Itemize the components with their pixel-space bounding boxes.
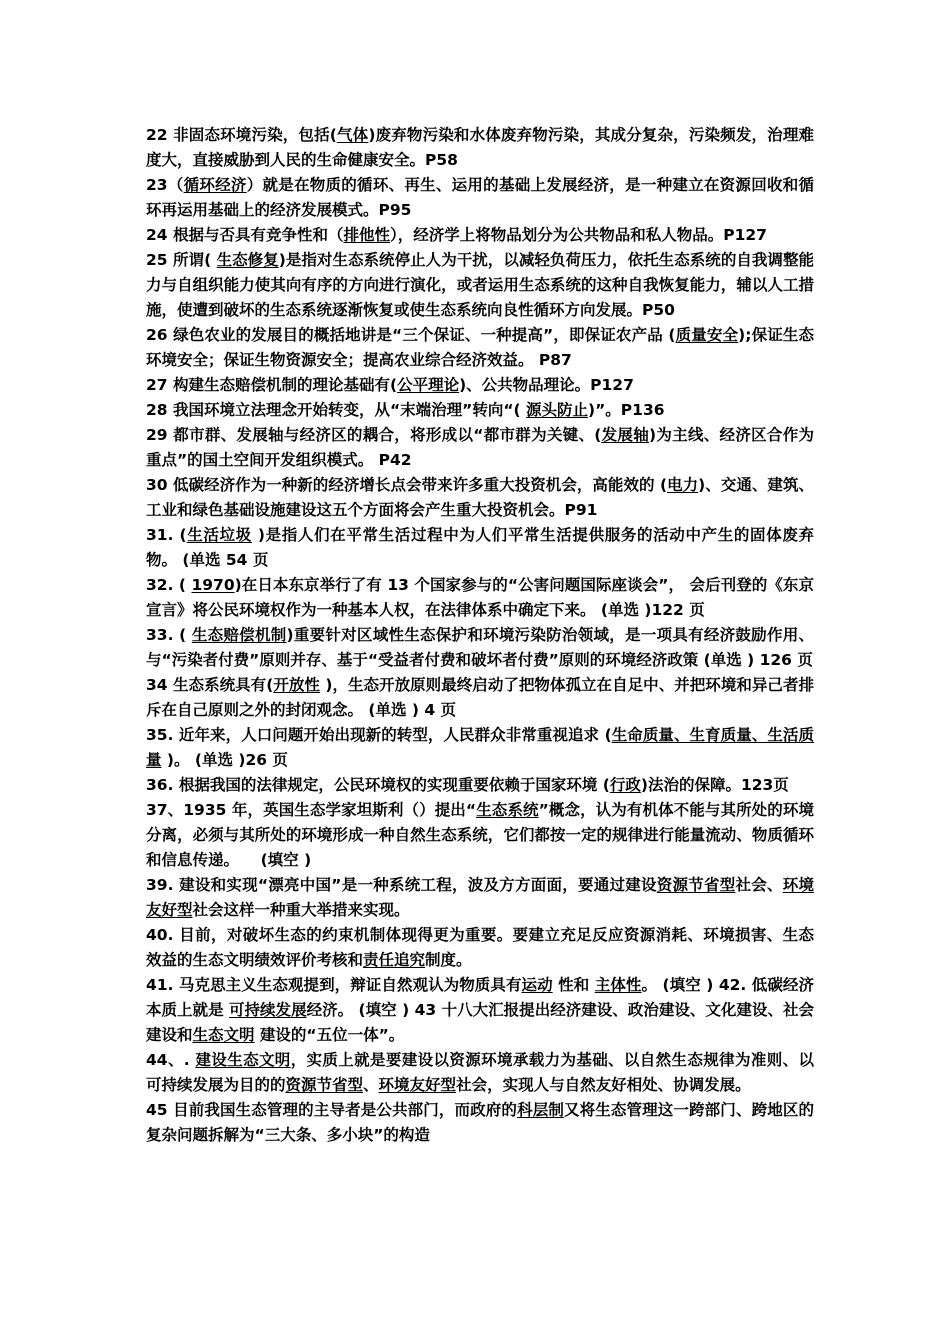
answer-blank: 生活垃圾 — [186, 526, 252, 544]
question-text: ），经济学上将物品划分为公共物品和私人物品。P127 — [389, 226, 767, 244]
answer-blank: 质量安全 — [675, 326, 739, 344]
question-text: )废弃物污染和水体废弃物污染，其成分复杂，污染频发，治理难度大，直接威胁到人民的生命健康安全。P58 — [146, 126, 814, 169]
question-text: 32. ( — [146, 576, 192, 594]
question-text: 34 生态系统具有( — [146, 676, 274, 694]
question-text: 36. 根据我国的法律规定，公民环境权的实现重要依赖于国家环境 ( — [146, 776, 610, 794]
answer-blank: 运动 — [521, 976, 553, 994]
question-item — [146, 973, 814, 1048]
answer-blank: 开放性 — [273, 676, 320, 694]
question-item — [146, 323, 814, 373]
answer-blank: 环境友好型 — [146, 876, 814, 919]
question-item — [146, 573, 814, 623]
question-text: 25 所谓( — [146, 251, 217, 269]
question-text: 44、. — [146, 1051, 196, 1069]
answer-blank: 环境友好型 — [378, 1076, 457, 1094]
answer-blank: 建设生态文明 — [195, 1051, 291, 1069]
question-item — [146, 923, 814, 973]
question-text: )，生态开放原则最终启动了把物体孤立在自足中、并把环境和异己者排斥在自己原则之外的封闭观念。 (单选 ) 4 页 — [146, 676, 814, 719]
question-text: )是指人们在平常生活过程中为人们平常生活提供服务的活动中产生的固体废弃物。 (单选 54 页 — [146, 526, 814, 569]
question-text: )。 (单选 )26 页 — [161, 751, 288, 769]
answer-blank: 循环经济 — [183, 176, 247, 194]
question-text: 39. 建设和实现“漂亮中国”是一种系统工程，波及方方面面，要通过建设 — [146, 876, 657, 894]
question-text: 社会这样一种重大举措来实现。 — [192, 901, 410, 919]
question-text: ，实质上就是要建设以资源环境承载力为基础、以自然生态规律为准则、以可持续发展为目的的 — [146, 1051, 814, 1094]
question-item — [146, 473, 814, 523]
answer-blank: 生态修复 — [216, 251, 279, 269]
question-item — [146, 523, 814, 573]
question-text: )、交通、建筑、工业和绿色基础设施建设这五个方面将会产生重大投资机会。P91 — [146, 476, 814, 519]
question-item — [146, 1048, 814, 1098]
question-text: ”概念，认为有机体不能与其所处的环境分离，必须与其所处的环境形成一种自然生态系统，它们都按一定的规律进行能量流动、物质循环和信息传递。 (填空 ) — [146, 801, 814, 869]
question-text: );保证生态环境安全；保证生物资源安全；提高农业综合经济效益。 P87 — [146, 326, 814, 369]
question-item — [146, 423, 814, 473]
question-item — [146, 398, 814, 423]
question-text: 、 — [363, 1076, 379, 1094]
question-text: 30 低碳经济作为一种新的经济增长点会带来许多重大投资机会，高能效的 ( — [146, 476, 668, 494]
answer-blank: 源头防止 — [526, 401, 589, 419]
question-text: 27 构建生态赔偿机制的理论基础有( — [146, 376, 398, 394]
question-item — [146, 773, 814, 798]
answer-blank: 气体 — [336, 126, 369, 144]
question-text: )重要针对区域性生态保护和环境污染防治领域，是一项具有经济鼓励作用、与“污染者付费”原则并存、基于“受益者付费和破坏者付费”原则的环境经济政策 (单选 ) 126 页 — [146, 626, 814, 669]
answer-blank: 主体性 — [594, 976, 642, 994]
answer-blank: 公平理论 — [397, 376, 460, 394]
answer-blank: 科层制 — [517, 1101, 564, 1119]
answer-blank: 发展轴 — [601, 426, 650, 444]
answer-blank: 1970 — [191, 576, 235, 594]
answer-blank: 行政 — [609, 776, 641, 794]
question-text: 37、1935 年，英国生态学家坦斯利（）提出“ — [146, 801, 477, 819]
answer-blank: 责任追究 — [363, 951, 426, 969]
question-text: 29 都市群、发展轴与经济区的耦合，将形成以“都市群为关键、( — [146, 426, 602, 444]
question-text: 社会、 — [735, 876, 783, 894]
question-text: 31. ( — [146, 526, 187, 544]
question-text: )、公共物品理论。P127 — [459, 376, 634, 394]
answer-blank: 生态文明 — [192, 1026, 255, 1044]
question-text: 26 绿色农业的发展目的概括地讲是“三个保证、一种提高”，即保证农产品 ( — [146, 326, 676, 344]
question-text: 。 (填空 ) 42. 低碳经济本质上就是 — [146, 976, 814, 1019]
question-item — [146, 798, 814, 873]
question-item — [146, 223, 814, 248]
question-text: )是指对生态系统停止人为干扰，以减轻负荷压力，依托生态系统的自我调整能力与自组织能力使其向有序的方向进行演化，或者运用生态系统的这种自我恢复能力，辅以人工措施，使遭到破坏的生态系统逐渐恢复或使生态系统向良性循环方向发展。P50 — [146, 251, 814, 319]
question-text: 建设的“五位一体”。 — [254, 1026, 405, 1044]
question-text: 经济。 (填空 ) 43 十八大汇报提出经济建设、政治建设、文化建设、社会建设和 — [146, 1001, 814, 1044]
question-text: 28 我国环境立法理念开始转变，从“末端治理”转向“( — [146, 401, 527, 419]
answer-blank: 电力 — [667, 476, 699, 494]
question-text: 45 目前我国生态管理的主导者是公共部门，而政府的 — [146, 1101, 518, 1119]
question-text: )为主线、经济区合作为重点”的国土空间开发组织模式。 P42 — [146, 426, 814, 469]
question-item — [146, 673, 814, 723]
question-text: 33. ( — [146, 626, 192, 644]
question-text: 23（ — [146, 176, 184, 194]
question-text: 性和 — [552, 976, 595, 994]
answer-blank: 排他性 — [343, 226, 390, 244]
document-page — [146, 123, 814, 1148]
question-text: 又将生态管理这一跨部门、跨地区的复杂问题拆解为“三大条、多小块”的构造 — [146, 1101, 814, 1144]
question-item — [146, 623, 814, 673]
question-item — [146, 173, 814, 223]
answer-blank: 生命质量、生育质量、生活质量 — [146, 726, 814, 769]
answer-blank: 资源节省型 — [285, 1076, 364, 1094]
question-item — [146, 1098, 814, 1148]
question-item — [146, 873, 814, 923]
question-text: 制度。 — [425, 951, 472, 969]
question-item — [146, 723, 814, 773]
answer-blank: 生态系统 — [476, 801, 539, 819]
question-text: 22 非固态环境污染，包括( — [146, 126, 337, 144]
answer-blank: 资源节省型 — [656, 876, 736, 894]
question-text: )法治的保障。123页 — [640, 776, 789, 794]
question-text: )”。P136 — [588, 401, 665, 419]
question-item — [146, 123, 814, 173]
question-text: 社会，实现人与自然友好相处、协调发展。 — [456, 1076, 751, 1094]
question-text: 40. 目前，对破坏生态的约束机制体现得更为重要。要建立充足反应资源消耗、环境损害、生态效益的生态文明绩效评价考核和 — [146, 926, 814, 969]
question-text: 24 根据与否具有竞争性和（ — [146, 226, 344, 244]
answer-blank: 可持续发展 — [229, 1001, 307, 1019]
question-text: 35. 近年来，人口问题开始出现新的转型，人民群众非常重视追求 ( — [146, 726, 612, 744]
question-item — [146, 248, 814, 323]
question-text: 41. 马克思主义生态观提到，辩证自然观认为物质具有 — [146, 976, 522, 994]
question-text: )在日本东京举行了有 13 个国家参与的“公害问题国际座谈会”， 会后刊登的《东京宣言》将公民环境权作为一种基本人权，在法律体系中确定下来。 (单选 )122 页 — [146, 576, 814, 619]
question-item — [146, 373, 814, 398]
question-text: ）就是在物质的循环、再生、运用的基础上发展经济，是一种建立在资源回收和循环再运用基础上的经济发展模式。P95 — [146, 176, 814, 219]
answer-blank: 生态赔偿机制 — [191, 626, 287, 644]
